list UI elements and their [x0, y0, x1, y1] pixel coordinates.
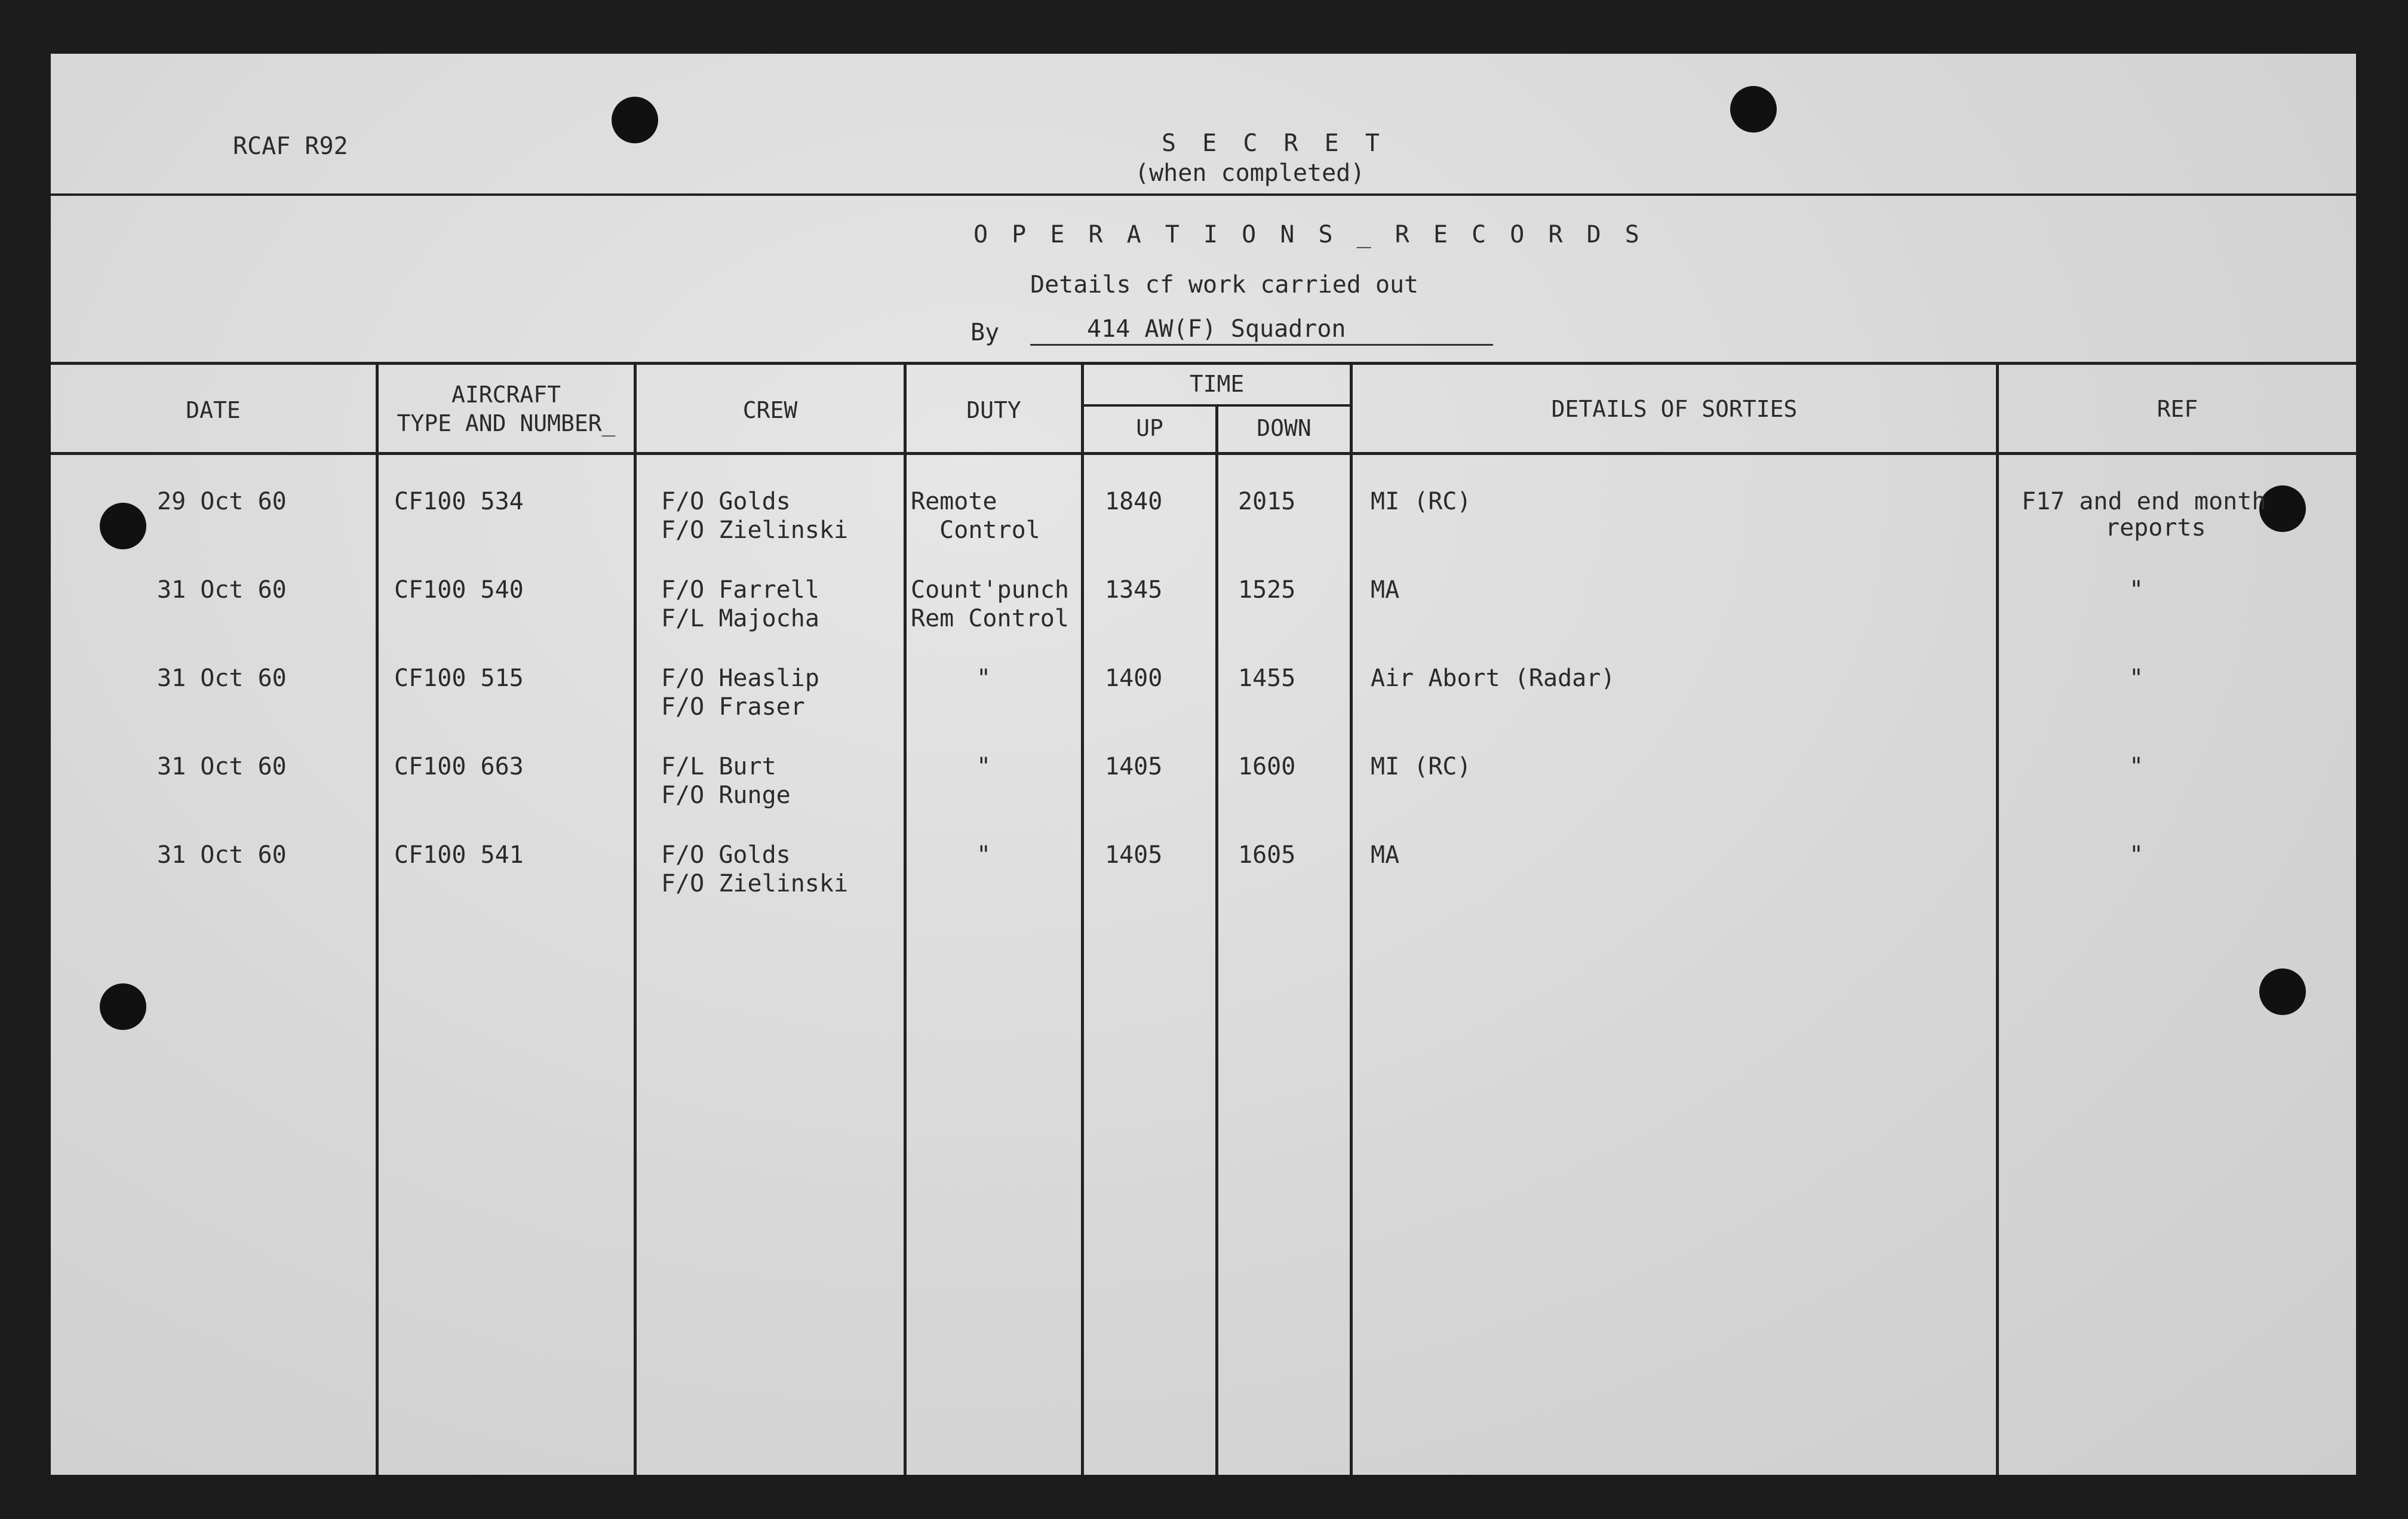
- cell-date: 31 Oct 60: [157, 576, 287, 604]
- cell-duty-cont: Control: [911, 516, 1040, 544]
- cell-aircraft: CF100 540: [394, 576, 524, 604]
- cell-crew-pilot: F/O Golds: [661, 841, 791, 869]
- table-header-rule: [51, 452, 2356, 455]
- cell-aircraft: CF100 663: [394, 753, 524, 780]
- cell-time-down: 2015: [1238, 488, 1296, 515]
- header-aircraft: AIRCRAFT: [451, 382, 561, 408]
- cell-details: MI (RC): [1371, 488, 1472, 515]
- cell-ref: ": [2129, 753, 2144, 780]
- classification: S E C R E T: [1162, 130, 1386, 157]
- unit-underline: [1030, 344, 1493, 346]
- cell-time-up: 1345: [1105, 576, 1163, 604]
- cell-crew-navigator: F/O Runge: [661, 782, 791, 809]
- cell-time-down: 1525: [1238, 576, 1296, 604]
- header-time: TIME: [1189, 371, 1245, 397]
- cell-time-up: 1405: [1105, 841, 1163, 869]
- table-row: [51, 663, 2356, 753]
- cell-duty-cont: Rem Control: [911, 605, 1069, 632]
- cell-crew-navigator: F/O Zielinski: [661, 870, 849, 897]
- cell-duty: ": [976, 841, 991, 869]
- form-title: O P E R A T I O N S _ R E C O R D S: [973, 221, 1644, 248]
- cell-ref: F17 and end month: [2022, 488, 2266, 515]
- by-label: By: [970, 319, 1000, 346]
- cell-aircraft: CF100 541: [394, 841, 524, 869]
- cell-time-down: 1605: [1238, 841, 1296, 869]
- table-row: [51, 840, 2356, 930]
- cell-time-down: 1600: [1238, 753, 1296, 780]
- punch-hole: [612, 97, 658, 143]
- header-duty: DUTY: [966, 397, 1021, 423]
- table-top-rule: [51, 362, 2356, 365]
- punch-hole: [1730, 86, 1777, 133]
- cell-date: 31 Oct 60: [157, 841, 287, 869]
- cell-ref: ": [2129, 841, 2144, 869]
- cell-ref: ": [2129, 665, 2144, 692]
- table-row: [51, 752, 2356, 841]
- classification-note: (when completed): [1135, 159, 1365, 187]
- form-code: RCAF R92: [233, 133, 348, 160]
- punch-hole: [2259, 968, 2306, 1015]
- header-details: DETAILS OF SORTIES: [1551, 396, 1798, 422]
- cell-aircraft: CF100 534: [394, 488, 524, 515]
- cell-time-down: 1455: [1238, 665, 1296, 692]
- cell-date: 31 Oct 60: [157, 753, 287, 780]
- cell-details: MA: [1371, 841, 1400, 869]
- cell-date: 31 Oct 60: [157, 665, 287, 692]
- cell-aircraft: CF100 515: [394, 665, 524, 692]
- cell-details: MA: [1371, 576, 1400, 604]
- cell-details: Air Abort (Radar): [1371, 665, 1615, 692]
- cell-duty: ": [976, 753, 991, 780]
- cell-ref: ": [2129, 576, 2144, 604]
- cell-duty: Remote: [911, 488, 997, 515]
- header-date: DATE: [186, 397, 241, 423]
- cell-duty: ": [976, 665, 991, 692]
- cell-date: 29 Oct 60: [157, 488, 287, 515]
- table-row: [51, 487, 2356, 576]
- cell-crew-navigator: F/L Majocha: [661, 605, 819, 632]
- cell-time-up: 1400: [1105, 665, 1163, 692]
- cell-crew-pilot: F/O Golds: [661, 488, 791, 515]
- unit-name: 414 AW(F) Squadron: [1087, 315, 1346, 343]
- cell-crew-pilot: F/L Burt: [661, 753, 776, 780]
- cell-crew-pilot: F/O Farrell: [661, 576, 819, 604]
- header-ref: REF: [2157, 396, 2198, 422]
- table-row: [51, 575, 2356, 665]
- header-crew: CREW: [742, 397, 798, 423]
- cell-crew-navigator: F/O Zielinski: [661, 516, 849, 544]
- cell-details: MI (RC): [1371, 753, 1472, 780]
- form-subtitle: Details cf work carried out: [1030, 271, 1419, 299]
- header-time-up: UP: [1136, 415, 1163, 441]
- cell-duty: Count'punch: [911, 576, 1069, 604]
- top-rule: [51, 193, 2356, 196]
- operations-record-sheet: [51, 54, 2356, 1475]
- cell-time-up: 1405: [1105, 753, 1163, 780]
- cell-crew-pilot: F/O Heaslip: [661, 665, 819, 692]
- header-aircraft-type: TYPE AND NUMBER_: [397, 410, 616, 436]
- cell-ref-cont: reports: [2105, 514, 2206, 542]
- punch-hole: [100, 983, 146, 1030]
- cell-crew-navigator: F/O Fraser: [661, 693, 805, 721]
- header-time-down: DOWN: [1257, 415, 1312, 441]
- cell-time-up: 1840: [1105, 488, 1163, 515]
